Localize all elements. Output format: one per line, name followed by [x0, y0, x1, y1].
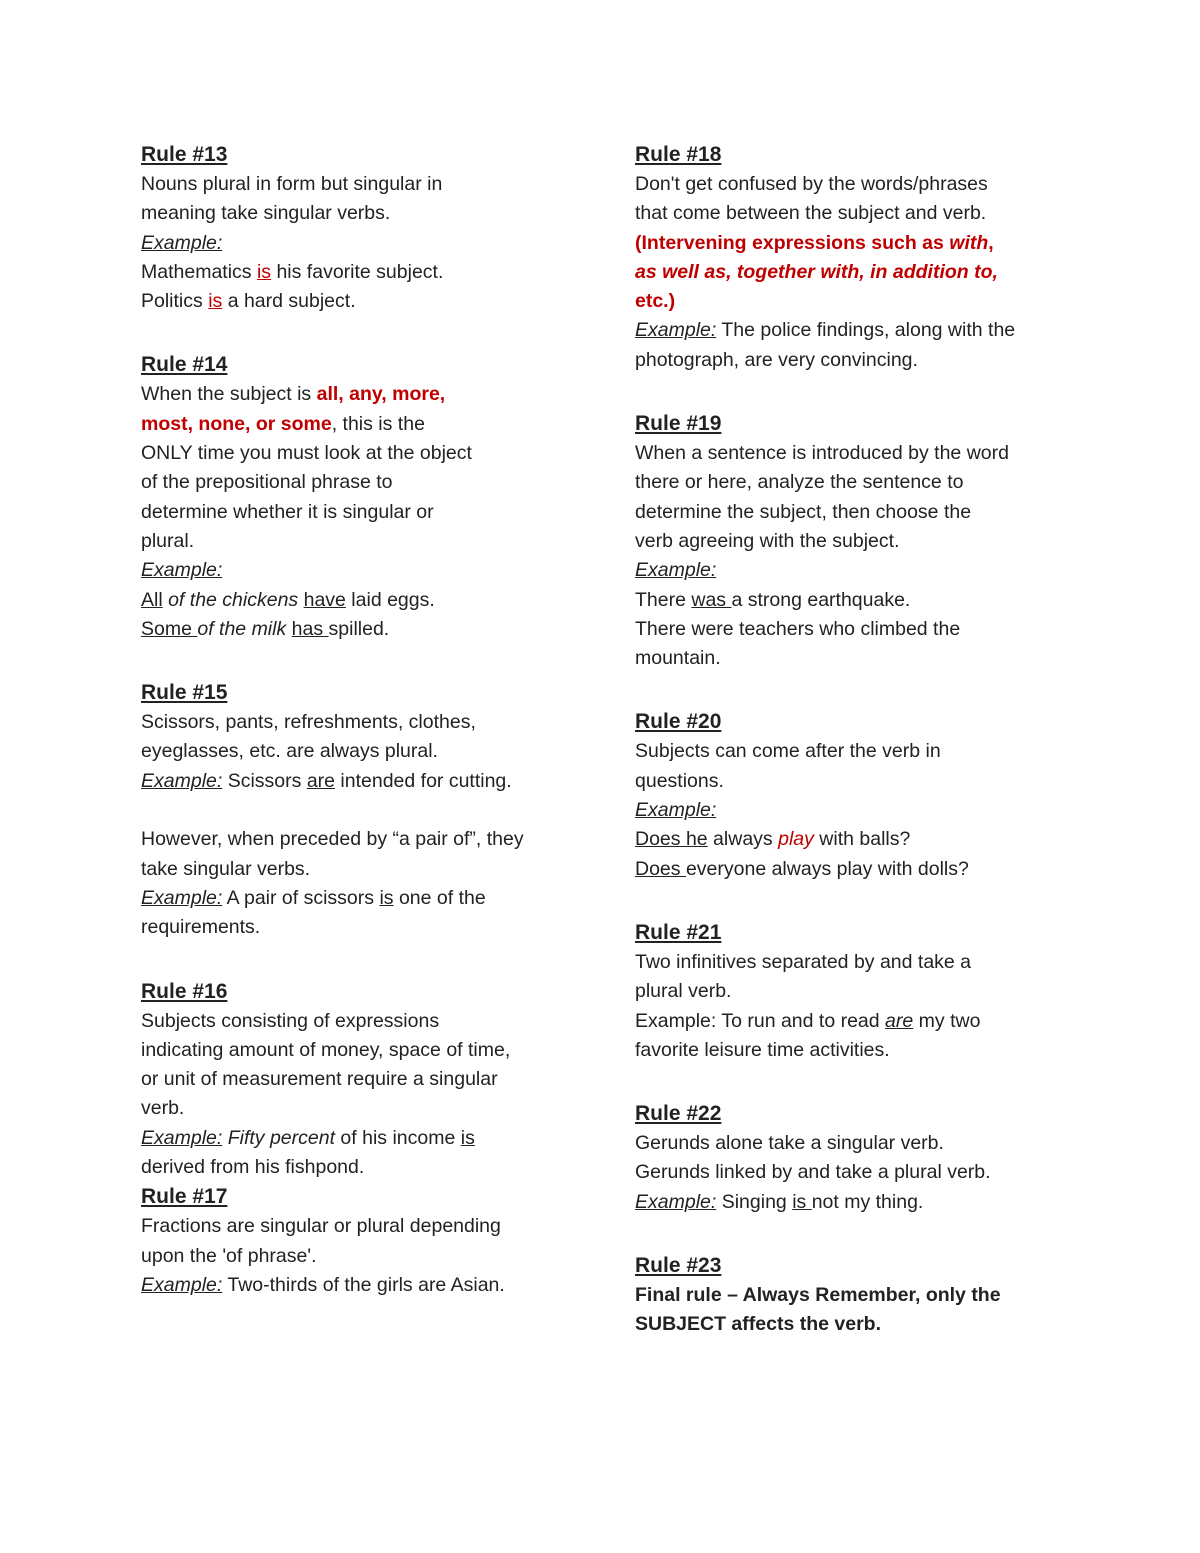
rule-16 [141, 977, 581, 1183]
example-sentence: Mathematics is his favorite subject. [141, 260, 444, 283]
rule-text: etc.) [635, 290, 676, 313]
rule-text: Scissors, pants, refreshments, clothes, [141, 711, 476, 734]
rule-22 [635, 1099, 1075, 1217]
rule-20 [635, 707, 1075, 883]
example-sentence: Example: The police findings, along with the [635, 319, 1016, 342]
example-sentence: There was a strong earthquake. [635, 588, 911, 611]
rule-17 [141, 1182, 581, 1300]
rule-text: upon the 'of phrase'. [141, 1244, 317, 1267]
rule-text: derived from his fishpond. [141, 1156, 365, 1179]
example-sentence: Example: A pair of scissors is one of the [141, 886, 486, 909]
example-label: Example: [141, 231, 223, 254]
rule-text: plural. [141, 529, 195, 552]
blank-line [141, 796, 581, 825]
rule-text: SUBJECT affects the verb. [635, 1313, 881, 1336]
rule-title: Rule #17 [141, 1185, 228, 1209]
rule-text: ONLY time you must look at the object [141, 442, 472, 465]
example-sentence: Example: Fifty percent of his income is [141, 1126, 475, 1149]
rule-15 [141, 678, 581, 942]
rule-14 [141, 350, 581, 644]
rule-text: However, when preceded by “a pair of”, they [141, 828, 524, 851]
verb: is [208, 290, 223, 313]
rule-text: eyeglasses, etc. are always plural. [141, 740, 438, 763]
example-sentence: Example: Singing is not my thing. [635, 1190, 924, 1213]
rule-19 [635, 409, 1075, 673]
rule-title: Rule #16 [141, 979, 228, 1003]
rule-title: Rule #22 [635, 1102, 722, 1126]
rule-text: Subjects can come after the verb in [635, 740, 941, 763]
rule-text: Fractions are singular or plural depending [141, 1215, 501, 1238]
example-sentence: Does everyone always play with dolls? [635, 857, 969, 880]
example-sentence: There were teachers who climbed the [635, 617, 961, 640]
rule-text: Gerunds linked by and take a plural verb. [635, 1161, 991, 1184]
rule-text: requirements. [141, 916, 261, 939]
right-column [635, 140, 1075, 1340]
rule-title: Rule #23 [635, 1254, 722, 1278]
rule-text: questions. [635, 769, 724, 792]
left-column [141, 140, 581, 1300]
example-sentence: photograph, are very convincing. [635, 348, 918, 371]
rule-text: plural verb. [635, 980, 732, 1003]
rule-text: favorite leisure time activities. [635, 1038, 890, 1061]
rule-title: Rule #20 [635, 710, 722, 734]
rule-23 [635, 1251, 1075, 1340]
rule-text: of the prepositional phrase to [141, 471, 393, 494]
rule-text: determine the subject, then choose the [635, 500, 972, 523]
rule-text: indicating amount of money, space of time, [141, 1038, 511, 1061]
rule-text: When the subject is all, any, more, [141, 383, 446, 406]
verb: is [256, 260, 272, 283]
example-sentence: Example: To run and to read are my two [635, 1009, 981, 1032]
rule-text: Nouns plural in form but singular in [141, 173, 443, 195]
rule-text: (Intervening expressions such as with, [635, 231, 994, 254]
example-sentence: Example: Scissors are intended for cutting. [141, 769, 512, 792]
rule-text: take singular verbs. [141, 857, 311, 880]
rule-title: Rule #19 [635, 412, 722, 436]
rule-title: Rule #13 [141, 143, 228, 166]
rule-title: Rule #21 [635, 920, 722, 944]
example-sentence: Politics is a hard subject. [141, 290, 356, 313]
rule-text: Final rule – Always Remember, only the [635, 1284, 1001, 1307]
example-sentence: All of the chickens have laid eggs. [141, 588, 435, 611]
rule-text: that come between the subject and verb. [635, 202, 987, 225]
example-label: Example: [635, 559, 717, 582]
rule-18 [635, 140, 1075, 375]
rule-text: most, none, or some, this is the [141, 412, 425, 435]
rule-text: verb agreeing with the subject. [635, 529, 900, 552]
rule-text: or unit of measurement require a singular [141, 1068, 498, 1091]
rule-text: Two infinitives separated by and take a [635, 950, 972, 973]
rule-21 [635, 918, 1075, 1065]
example-label: Example: [635, 799, 717, 822]
rule-text: When a sentence is introduced by the word [635, 442, 1009, 465]
rule-text: Don't get confused by the words/phrases [635, 173, 988, 195]
rule-text: Subjects consisting of expressions [141, 1009, 440, 1032]
rule-title: Rule #18 [635, 143, 722, 166]
example-sentence: Example: Two-thirds of the girls are Asian. [141, 1273, 505, 1296]
example-sentence: Does he always play with balls? [635, 828, 911, 851]
rule-13 [141, 140, 581, 316]
example-sentence: Some of the milk has spilled. [141, 617, 390, 640]
example-label: Example: [141, 559, 223, 582]
rule-text: determine whether it is singular or [141, 500, 434, 523]
rule-text: verb. [141, 1097, 185, 1120]
rule-title: Rule #15 [141, 681, 228, 705]
example-sentence: mountain. [635, 647, 721, 670]
rule-text: as well as, together with, in addition to, [635, 260, 998, 283]
rule-text: meaning take singular verbs. [141, 202, 391, 225]
rule-text: there or here, analyze the sentence to [635, 471, 964, 494]
rule-text: Gerunds alone take a singular verb. [635, 1132, 944, 1155]
rule-title: Rule #14 [141, 353, 228, 377]
